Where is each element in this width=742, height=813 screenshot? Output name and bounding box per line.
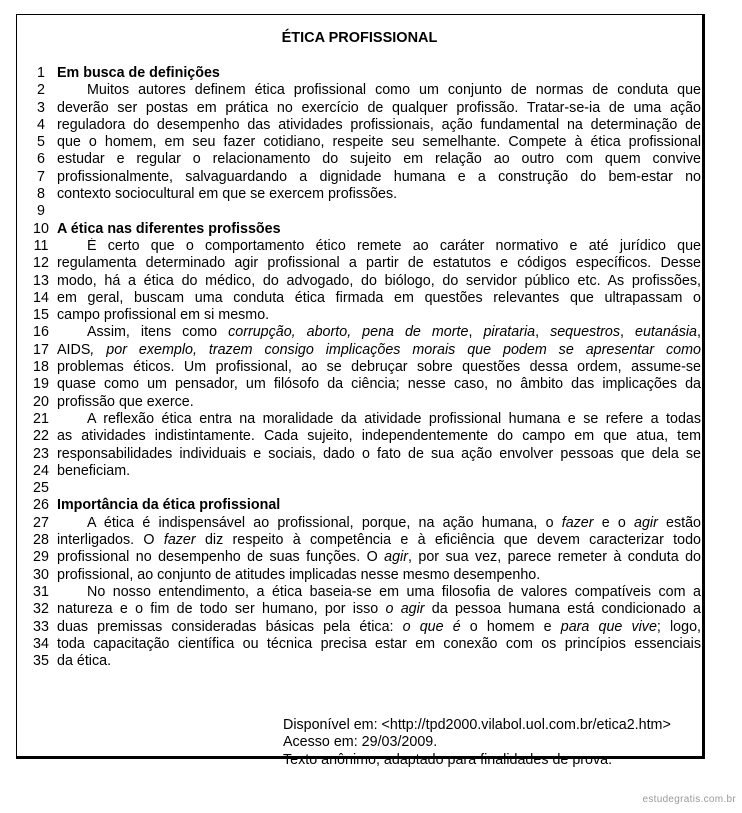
line-number: 11	[33, 237, 49, 254]
line-number: 26	[33, 497, 49, 514]
line-text: A ética nas diferentes profissões	[57, 220, 281, 237]
italic-term: corrupção, aborto, pena de morte	[228, 324, 469, 341]
text-fragment: ,	[697, 324, 701, 341]
text-line	[27, 324, 701, 341]
line-text: que o homem, em seu fazer cotidiano, respeite seu semelhante. Compete à ética profissional	[57, 134, 701, 151]
text-fragment: AIDS	[57, 341, 91, 358]
text-line	[27, 65, 701, 82]
line-number: 10	[33, 220, 49, 237]
text-line	[27, 359, 701, 376]
text-line	[27, 653, 701, 670]
line-text: Importância da ética profissional	[57, 497, 281, 514]
italic-term: o que é	[402, 618, 461, 635]
line-text	[55, 324, 701, 341]
line-number: 20	[33, 393, 49, 410]
text-line	[27, 169, 701, 186]
text-line	[27, 428, 701, 445]
line-number: 19	[33, 376, 49, 393]
text-line	[27, 497, 701, 514]
line-text: estudar e regular o relacionamento do sujeito em relação ao outro com quem convive	[57, 151, 701, 168]
line-number: 29	[33, 549, 49, 566]
line-number: 7	[37, 168, 45, 185]
line-number: 2	[37, 82, 45, 99]
text-fragment: ; logo,	[656, 618, 701, 635]
line-number: 6	[37, 151, 45, 168]
text-line	[27, 532, 701, 549]
line-text: da ética.	[57, 653, 112, 670]
line-number: 34	[33, 635, 49, 652]
line-number: 4	[37, 116, 45, 133]
line-text	[55, 601, 701, 618]
line-text	[55, 342, 701, 359]
text-line	[27, 636, 701, 653]
line-number: 21	[33, 410, 49, 427]
line-text: regulamenta determinado agir profissional a partir de estatutos e códigos específicos. Desse	[57, 255, 701, 272]
text-fragment: A ética é indispensável ao profissional, porque, na ação humana, o	[87, 514, 562, 531]
text-frame	[16, 14, 705, 768]
italic-term: pirataria	[483, 324, 536, 341]
text-fragment: estão	[657, 514, 701, 531]
line-text: profissão que exerce.	[57, 393, 194, 410]
text-fragment: ,	[535, 324, 551, 341]
text-line	[27, 151, 701, 168]
text-fragment: ,	[468, 324, 484, 341]
text-line	[27, 273, 701, 290]
text-line	[27, 601, 701, 618]
line-number: 1	[37, 65, 45, 81]
line-number: 13	[33, 272, 49, 289]
line-number: 18	[33, 359, 49, 376]
line-text: beneficiam.	[57, 462, 131, 479]
line-text: Em busca de definições	[57, 65, 220, 81]
text-line	[27, 290, 701, 307]
line-text: contexto sociocultural em que se exercem profissões.	[57, 186, 398, 203]
line-text: profissional, ao conjunto de atitudes implicadas nesse mesmo desempenho.	[57, 566, 541, 583]
line-number: 31	[33, 583, 49, 600]
source-access-line: Acesso em: 29/03/2009.	[283, 734, 438, 751]
line-number: 16	[33, 324, 49, 341]
italic-term: o agir	[385, 601, 425, 618]
line-number: 12	[33, 255, 49, 272]
text-fragment: , por sua vez, parece remeter à conduta do	[407, 549, 701, 566]
text-fragment: o homem e	[460, 618, 561, 635]
italic-term: agir	[384, 549, 408, 566]
line-number: 35	[33, 653, 49, 670]
text-fragment: diz respeito à competência e à eficiência que devem caracterizar todo	[195, 532, 701, 549]
line-text: Muitos autores definem ética profissional como um conjunto de normas de conduta que	[87, 82, 701, 99]
text-fragment: e o	[593, 514, 634, 531]
line-number: 15	[33, 307, 49, 324]
text-line	[27, 82, 701, 99]
line-text	[55, 532, 701, 549]
text-line	[27, 238, 701, 255]
text-line	[27, 567, 701, 584]
text-line	[27, 203, 701, 220]
line-number: 14	[33, 289, 49, 306]
text-line	[27, 307, 701, 324]
line-text: quase como um pensador, um filósofo da ciência; nesse caso, no âmbito das implicações da	[57, 376, 701, 393]
line-text: em geral, buscam uma conduta ética firmada em questões relevantes que ultrapassam o	[57, 289, 701, 306]
text-line	[27, 446, 701, 463]
text-line	[27, 515, 701, 532]
text-line	[27, 255, 701, 272]
line-number: 30	[33, 566, 49, 583]
line-text: A reflexão ética entra na moralidade da atividade profissional humana e se refere a todas	[87, 410, 701, 427]
line-text: É certo que o comportamento ético remete ao caráter normativo e até jurídico que	[87, 237, 701, 254]
line-text: responsabilidades individuais e sociais, dado o fato de sua ação envolver pessoas que dela se	[57, 445, 701, 462]
text-line	[27, 619, 701, 636]
text-line	[27, 549, 701, 566]
line-text: modo, há a ética do médico, do advogado, do biólogo, do servidor público etc. As profissões,	[57, 272, 701, 289]
line-number: 25	[33, 480, 49, 497]
text-line	[27, 394, 701, 411]
text-line	[27, 463, 701, 480]
line-text: toda capacitação científica ou técnica precisa estar em conexão com os princípios essenciais	[57, 635, 701, 652]
text-fragment: Assim, itens como	[87, 324, 229, 341]
line-number: 23	[33, 445, 49, 462]
text-line	[27, 186, 701, 203]
text-fragment: interligados. O	[57, 532, 164, 549]
text-fragment: profissional no desempenho de suas funções. O	[57, 549, 385, 566]
line-number: 8	[37, 186, 45, 203]
line-text: deverão ser postas em prática no exercício de qualquer profissão. Tratar-se-ia de uma ação	[57, 99, 701, 116]
line-number: 33	[33, 618, 49, 635]
line-number: 9	[37, 203, 45, 220]
text-line	[27, 376, 701, 393]
text-line	[27, 411, 701, 428]
text-line	[27, 584, 701, 601]
line-text: reguladora do desempenho das atividades profissionais, ação fundamental na determinação de	[57, 116, 701, 133]
line-number: 32	[33, 601, 49, 618]
text-line	[27, 100, 701, 117]
italic-term: sequestros	[550, 324, 621, 341]
line-text: problemas éticos. Um profissional, ao se debruçar sobre questões dessa ordem, assume-se	[57, 359, 701, 376]
line-text	[55, 619, 701, 636]
watermark: estudegratis.com.br	[642, 794, 736, 805]
italic-term: , por exemplo, trazem consigo implicações morais que podem se apresentar como	[90, 341, 701, 358]
line-text	[55, 515, 701, 532]
italic-term: agir	[634, 514, 658, 531]
source-note-line: Texto anônimo, adaptado para finalidades de prova.	[283, 751, 613, 768]
text-fragment: da pessoa humana está condicionado a	[424, 601, 701, 618]
line-number: 17	[33, 341, 49, 358]
italic-term: fazer	[163, 532, 196, 549]
line-number: 24	[33, 462, 49, 479]
text-line	[27, 134, 701, 151]
text-line	[27, 117, 701, 134]
page-title: ÉTICA PROFISSIONAL	[281, 30, 438, 46]
line-number: 28	[33, 532, 49, 549]
line-number: 5	[37, 134, 45, 151]
source-url-line: Disponível em: <http://tpd2000.vilabol.uol.com.br/etica2.htm>	[283, 717, 671, 733]
italic-term: para que vive	[560, 618, 657, 635]
text-fragment: ,	[620, 324, 635, 341]
italic-term: fazer	[561, 514, 594, 531]
numbered-text	[27, 65, 701, 670]
line-text: as atividades indistintamente. Cada sujeito, independentemente do campo em que atua, tem	[57, 428, 701, 445]
text-fragment: duas premissas consideradas básicas pela ética:	[57, 618, 403, 635]
text-line	[27, 342, 701, 359]
source-citation	[283, 717, 671, 769]
italic-term: eutanásia	[635, 324, 698, 341]
line-text: No nosso entendimento, a ética baseia-se em uma filosofia de valores compatíveis com a	[87, 583, 701, 600]
line-number: 3	[37, 99, 45, 116]
line-text: campo profissional em si mesmo.	[57, 307, 270, 324]
line-number: 22	[33, 428, 49, 445]
text-line	[27, 480, 701, 497]
line-text: profissionalmente, salvaguardando a dignidade humana e a construção do bem-estar no	[57, 168, 701, 185]
text-line	[27, 221, 701, 238]
line-text	[55, 549, 701, 566]
line-number: 27	[33, 514, 49, 531]
text-fragment: natureza e o fim de todo ser humano, por isso	[57, 601, 386, 618]
